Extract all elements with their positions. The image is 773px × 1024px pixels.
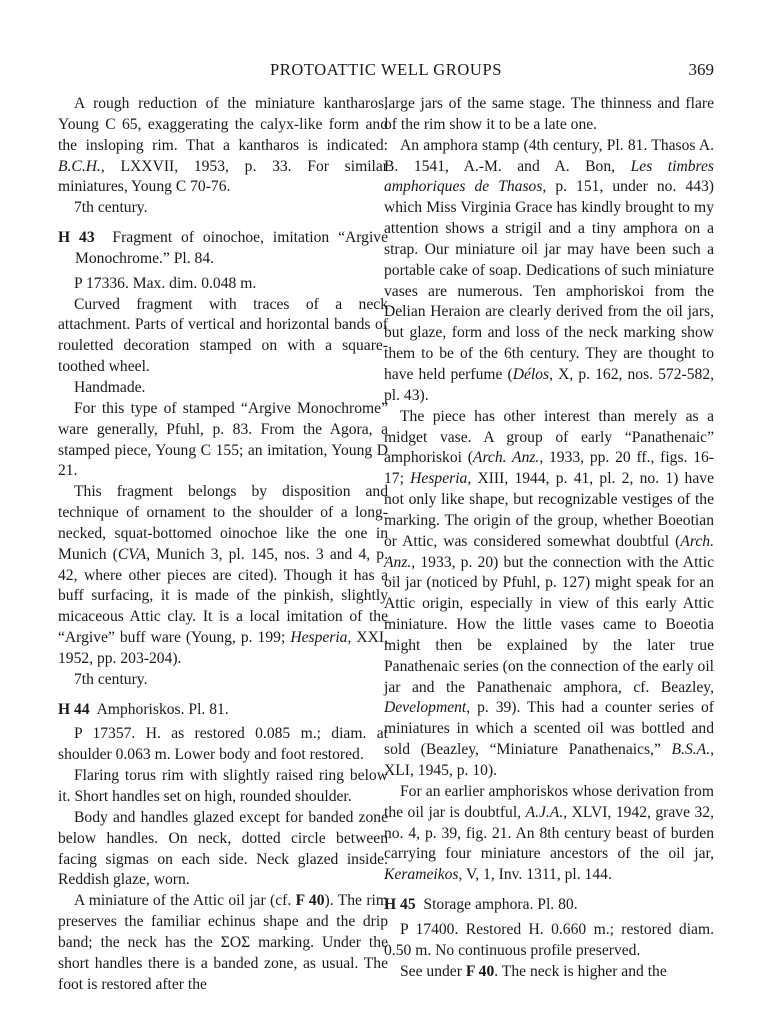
catalogue-reference: F 40 <box>295 892 325 910</box>
catalogue-reference: F 40 <box>465 962 495 980</box>
paragraph-earlier: For an earlier amphoriskos whose derivation from the oil jar is doubtful, A.J.A., XLVI, 1942, grave 32, no. 4, p. 39, fig. 21. An 8th century beast of burden carrying four miniature ancestors of the oil jar, Kerameikos, V, 1, Inv. 1311, pl. 144. <box>384 782 714 884</box>
paragraph-interest: The piece has other interest than merely as a midget vase. A group of early “Panathenaic” amphoriskoi (Arch. Anz., 1933, pp. 20 ff., figs. 16-17; Hesperia, XIII, 1944, p. 41, pl. 2, no. 1) have not only like shape, but recognizable vestiges of the marking. The origin of the group, whether Boeotian or Attic, was considered somewhat doubtful (Arch. Anz., 1933, p. 20) but the connection with the Attic oil jar (noticed by Pfuhl, p. 127) might speak for an Attic origin, especially in view of this early Attic miniature. How the little vases came to Boeotia might then be explained by the later true Panathenaic series (on the connection of the early oil jar and the Panathenaic amphora, cf. Beazley, Development, p. 39). This had a counter series of miniatures in which a scented oil was bottled and sold (Beazley, “Miniature Panathenaics,” B.S.A., XLI, 1945, p. 10). <box>384 407 714 779</box>
reference: A.J.A. <box>525 803 564 821</box>
reference: Hesperia <box>290 629 348 647</box>
date-line: 7th century. <box>74 670 148 688</box>
date-line: 7th century. <box>74 199 148 217</box>
reference: B.S.A. <box>671 741 711 759</box>
paragraph-kantharos: A rough reduction of the miniature kantharos, Young C 65, exaggerating the calyx-like form and the insloping rim. That a kantharos is indicated: B.C.H., LXXVII, 1953, p. 33. For similar miniatures, Young C 70-76. <box>58 95 388 196</box>
right-column <box>384 94 714 982</box>
catalogue-title: Storage amphora. Pl. 80. <box>423 896 578 914</box>
catalogue-number: H 45 <box>384 896 416 914</box>
catalogue-title: Amphoriskos. Pl. 81. <box>96 700 229 718</box>
page-number: 369 <box>688 60 714 79</box>
paragraph-description: Curved fragment with traces of a neck attachment. Parts of vertical and horizontal bands of rouletted decoration stamped on with a square-toothed wheel. <box>58 295 388 376</box>
paragraph-miniature: A miniature of the Attic oil jar (cf. F 40). The rim preserves the familiar echinus shape and the drip band; the neck has the ΣΟΣ marking. Under the short handles there is a banded zone, as usual. The foot is restored after the <box>58 892 388 993</box>
catalogue-heading-h45 <box>384 895 714 916</box>
reference: Development <box>384 699 467 717</box>
paragraph-belongs: This fragment belongs by disposition and technique of ornament to the shoulder of a long-necked, squat-bottomed oinochoe like the one in Munich (CVA, Munich 3, pl. 145, nos. 3 and 4, p. 42, where other pieces are cited). Though it has a buff surfacing, it is made of the pinkish, slightly micaceous Attic clay. It is a local imitation of the “Argive” buff ware (Young, p. 199; Hesperia, XXI, 1952, pp. 203-204). <box>58 483 389 667</box>
paragraph-stamp: An amphora stamp (4th century, Pl. 81. Thasos A. B. 1541, A.-M. and A. Bon, Les timbres amphoriques de Thasos, p. 151, under no. 443) which Miss Virginia Grace has kindly brought to my attention shows a strigil and a tiny amphora on a strap. Our miniature oil jar may have been such a portable cake of soap. Dedications of such miniature vases are numerous. Ten amphoriskoi from the Delian Heraion are clearly derived from the oil jars, but glaze, form and loss of the neck marking show them to be of the 6th century. They are thought to have held perfume (Délos, X, p. 162, nos. 572-582, pl. 43). <box>384 136 715 404</box>
catalogue-heading-h43 <box>58 228 388 270</box>
reference: Arch. Anz. <box>384 532 714 571</box>
reference: B.C.H. <box>58 157 101 175</box>
paragraph-type: For this type of stamped “Argive Monochrome” ware generally, Pfuhl, p. 83. From the Agora, a stamped piece, Young C 155; an imitation, Young D 21. <box>58 399 388 480</box>
inventory-line: P 17357. H. as restored 0.085 m.; diam. at shoulder 0.063 m. Lower body and foot restored. <box>58 725 388 764</box>
inventory-line: P 17400. Restored H. 0.660 m.; restored diam. 0.50 m. No continuous profile preserved. <box>384 920 714 959</box>
paragraph-continuation: large jars of the same stage. The thinness and flare of the rim show it to be a late one. <box>384 95 714 133</box>
reference: CVA <box>117 545 147 563</box>
catalogue-number: H 43 <box>58 229 95 247</box>
paragraph-rim: Flaring torus rim with slightly raised ring below it. Short handles set on high, rounded shoulder. <box>58 767 388 805</box>
catalogue-heading-h44 <box>58 700 388 721</box>
running-title: PROTOATTIC WELL GROUPS <box>270 60 502 79</box>
reference: Les timbres amphoriques de Thasos <box>384 157 714 196</box>
paragraph-handmade: Handmade. <box>74 378 146 396</box>
reference: Kerameikos <box>384 866 459 884</box>
paragraph-see-under: See under F 40. The neck is higher and the <box>400 962 667 980</box>
reference: Arch. Anz. <box>472 449 540 467</box>
paragraph-body: Body and handles glazed except for banded zone below handles. On neck, dotted circle between facing sigmas on each side. Neck glazed inside. Reddish glaze, worn. <box>58 808 388 889</box>
inventory-line: P 17336. Max. dim. 0.048 m. <box>74 274 257 292</box>
reference: Délos <box>512 365 550 383</box>
reference: Hesperia <box>410 470 468 488</box>
catalogue-title: Fragment of oinochoe, imitation “Argive Monochrome.” Pl. 84. <box>75 229 389 267</box>
running-header <box>58 60 714 82</box>
catalogue-number: H 44 <box>58 700 90 718</box>
left-column <box>58 94 388 995</box>
